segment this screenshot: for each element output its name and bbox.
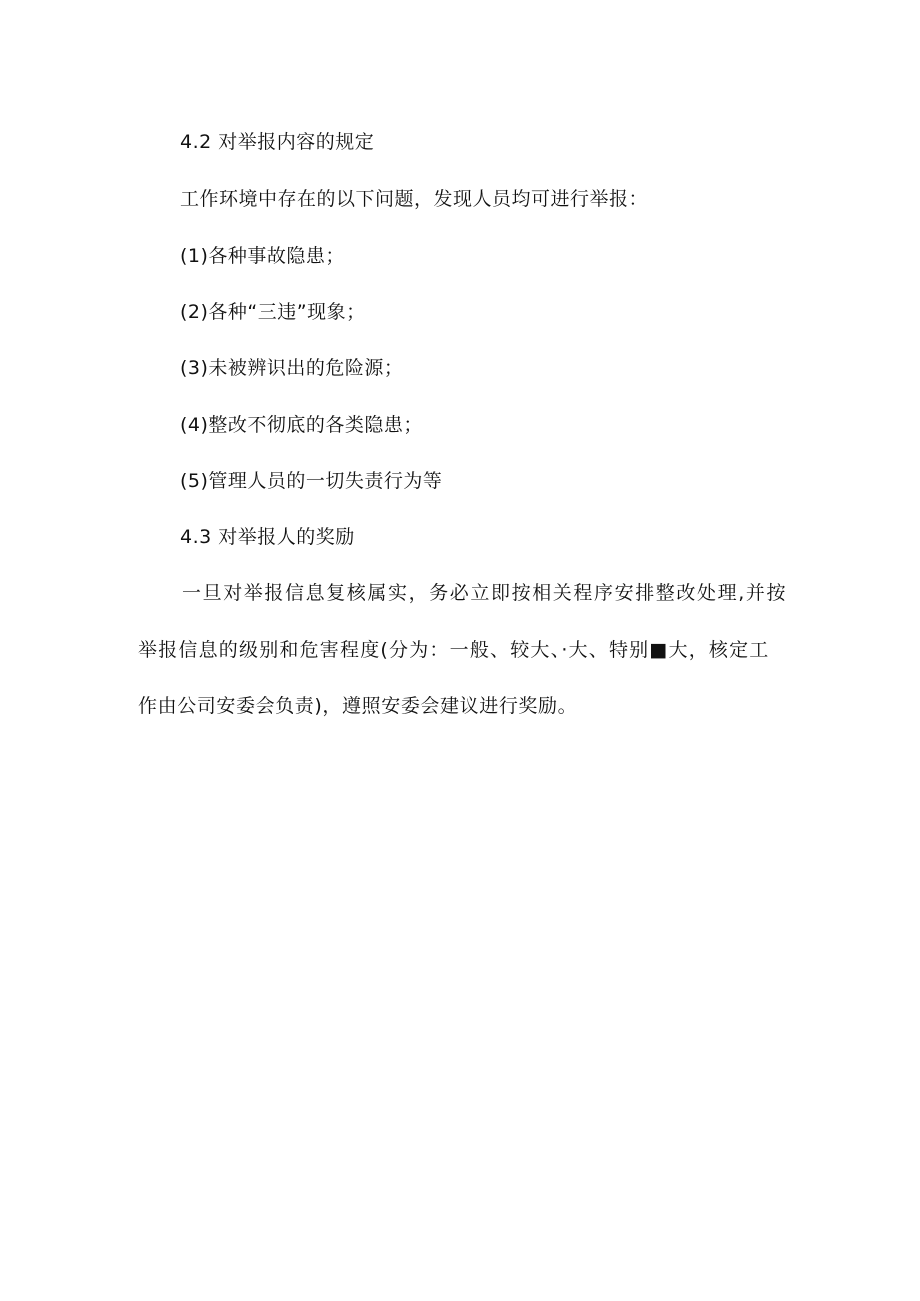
paragraph-line: 举报信息的级别和危害程度(分为：一般、较大、·大、特别■大，核定工 <box>138 639 770 661</box>
list-item: (5)管理人员的一切失责行为等 <box>180 470 443 492</box>
paragraph-line: 作由公司安委会负责)，遵照安委会建议进行奖励。 <box>138 695 578 717</box>
section-heading-4-3: 4.3 对举报人的奖励 <box>180 526 355 548</box>
list-item: (4)整改不彻底的各类隐患； <box>180 414 423 436</box>
section-intro-text: 工作环境中存在的以下问题，发现人员均可进行举报： <box>180 188 649 210</box>
list-item: (1)各种事故隐患； <box>180 245 345 267</box>
section-heading-4-2: 4.2 对举报内容的规定 <box>180 131 375 153</box>
list-item: (2)各种“三违”现象； <box>180 301 366 323</box>
list-item: (3)未被辨识出的危险源； <box>180 357 404 379</box>
paragraph-line: 一旦对举报信息复核属实，务必立即按相关程序安排整改处理,并按 <box>182 582 788 604</box>
